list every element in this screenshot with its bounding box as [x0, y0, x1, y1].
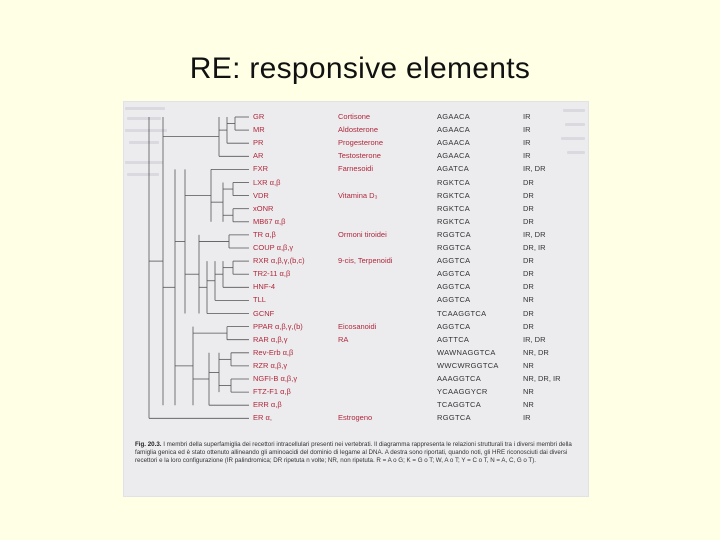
receptor-name: MR: [253, 125, 265, 135]
hre-configuration: DR: [523, 216, 534, 226]
ligand-name: 9-cis, Terpenoidi: [338, 256, 393, 266]
hre-sequence: AGGTCA: [437, 269, 471, 279]
hre-configuration: IR: [523, 112, 531, 121]
table-row: [123, 268, 589, 281]
receptor-name: FTZ-F1 α,β: [253, 387, 291, 397]
hre-sequence: RGKTCA: [437, 203, 471, 213]
table-row: [123, 399, 589, 412]
table-row: [123, 229, 589, 242]
hre-sequence: WAWNAGGTCA: [437, 347, 496, 357]
hre-configuration: DR: [523, 203, 534, 213]
hre-sequence: RGKTCA: [437, 177, 471, 187]
table-row: [123, 255, 589, 268]
table-row: [123, 308, 589, 321]
table-row: [123, 412, 589, 425]
hre-configuration: IR, DR: [523, 229, 546, 239]
hre-configuration: DR: [523, 256, 534, 266]
hre-configuration: NR, DR, IR: [523, 374, 561, 383]
hre-sequence: AGAACA: [437, 138, 471, 148]
hre-sequence: AGATCA: [437, 164, 470, 174]
figure-caption: [135, 441, 575, 465]
receptor-name: RXR α,β,γ,(b,c): [253, 256, 305, 266]
table-row: [123, 360, 589, 373]
hre-configuration: DR: [523, 269, 534, 279]
hre-sequence: AGAACA: [437, 151, 471, 161]
ligand-name: Aldosterone: [338, 125, 379, 135]
ligand-name: Progesterone: [338, 138, 384, 148]
receptor-name: ERR α,β: [253, 400, 282, 410]
table-row: [123, 137, 589, 150]
hre-configuration: DR: [523, 282, 534, 292]
hre-sequence: AAAGGTCA: [437, 374, 482, 383]
table-row: [123, 242, 589, 255]
caption-label: Fig. 20.3.: [135, 441, 162, 448]
caption-text: I membri della superfamiglia dei recettori intracellulari presenti nei vertebrati. Il diagramma rappresenta le relazioni strutturali tra i diversi membri della famiglia genica ed è stato ottenuto allineando gli aminoacidi del dominio di legame al DNA. A destra sono riportati, quando noti, gli HRE riconosciuti dai diversi recettori e la loro configurazione (IR palindromica; DR ripetuta n volte; NR, non ripetuta. R = A o G; K = G o T; W, A o T; Y = C o T, N = A, C, G o T).: [135, 441, 572, 464]
ligand-name: Farnesoidi: [338, 164, 374, 174]
hre-configuration: NR: [523, 387, 534, 397]
scanned-figure: [123, 101, 589, 497]
table-row: [123, 190, 589, 203]
receptor-name: MB67 α,β: [253, 216, 286, 226]
table-row: [123, 321, 589, 334]
hre-configuration: IR: [523, 151, 531, 161]
hre-configuration: DR: [523, 190, 534, 200]
hre-configuration: IR, DR: [523, 164, 546, 174]
receptor-name: RAR α,β,γ: [253, 334, 288, 344]
hre-sequence: RGGTCA: [437, 243, 471, 252]
receptor-name: PR: [253, 138, 264, 148]
receptor-name: NGFI-B α,β,γ: [253, 374, 298, 383]
hre-sequence: AGTTCA: [437, 334, 470, 344]
receptor-name: LXR α,β: [253, 177, 281, 187]
hre-sequence: AGAACA: [437, 125, 471, 135]
hre-sequence: AGGTCA: [437, 321, 471, 331]
table-row: [123, 124, 589, 137]
receptor-name: PPAR α,β,γ,(b): [253, 321, 303, 331]
table-row: [123, 294, 589, 307]
hre-sequence: AGGTCA: [437, 256, 471, 266]
receptor-name: VDR: [253, 190, 269, 200]
hre-sequence: RGKTCA: [437, 216, 471, 226]
hre-configuration: NR: [523, 295, 534, 305]
table-row: [123, 334, 589, 347]
receptor-name: TR2-11 α,β: [253, 269, 291, 279]
receptor-name: ER α,: [253, 413, 272, 423]
receptor-name: AR: [253, 151, 264, 161]
ligand-name: Eicosanoidi: [338, 321, 377, 331]
ligand-name: Cortisone: [338, 112, 371, 121]
ligand-name: Ormoni tiroidei: [338, 229, 387, 239]
ligand-name: RA: [338, 334, 349, 344]
receptor-name: TR α,β: [253, 229, 276, 239]
table-row: [123, 216, 589, 229]
hre-sequence: TCAAGGTCA: [437, 308, 487, 318]
hre-configuration: DR: [523, 308, 534, 318]
receptor-name: HNF-4: [253, 282, 276, 292]
hre-configuration: NR: [523, 400, 534, 410]
receptor-name: GR: [253, 112, 265, 121]
hre-sequence: RGGTCA: [437, 413, 471, 423]
table-row: [123, 281, 589, 294]
receptor-name: COUP α,β,γ: [253, 243, 294, 252]
ligand-name: Vitamina D₃: [338, 190, 378, 200]
hre-configuration: NR: [523, 360, 534, 370]
ligand-name: Estrogeno: [338, 413, 373, 423]
hre-sequence: TCAGGTCA: [437, 400, 482, 410]
hre-sequence: AGAACA: [437, 112, 471, 121]
receptor-name: TLL: [253, 295, 266, 305]
table-row: [123, 203, 589, 216]
hre-sequence: YCAAGGYCR: [437, 387, 488, 397]
receptor-name: RZR α,β,γ: [253, 360, 288, 370]
hre-sequence: AGGTCA: [437, 295, 471, 305]
hre-configuration: DR: [523, 177, 534, 187]
table-row: [123, 373, 589, 386]
table-row: [123, 163, 589, 176]
table-row: [123, 150, 589, 163]
receptor-name: FXR: [253, 164, 268, 174]
hre-configuration: IR: [523, 138, 531, 148]
receptor-name: xONR: [253, 203, 274, 213]
hre-configuration: IR: [523, 125, 531, 135]
hre-configuration: DR, IR: [523, 243, 546, 252]
receptor-name: Rev-Erb α,β: [253, 347, 294, 357]
slide-title: RE: responsive elements: [189, 52, 531, 85]
hre-configuration: DR: [523, 321, 534, 331]
table-row: [123, 386, 589, 399]
hre-configuration: NR, DR: [523, 347, 549, 357]
hre-sequence: WWCWRGGTCA: [437, 360, 499, 370]
hre-sequence: RGKTCA: [437, 190, 471, 200]
ligand-name: Testosterone: [338, 151, 381, 161]
receptor-name: GCNF: [253, 308, 275, 318]
hre-sequence: AGGTCA: [437, 282, 471, 292]
table-row: [123, 347, 589, 360]
hre-sequence: RGGTCA: [437, 229, 471, 239]
table-row: [123, 111, 589, 124]
hre-configuration: IR: [523, 413, 531, 423]
hre-configuration: IR, DR: [523, 334, 546, 344]
table-row: [123, 177, 589, 190]
